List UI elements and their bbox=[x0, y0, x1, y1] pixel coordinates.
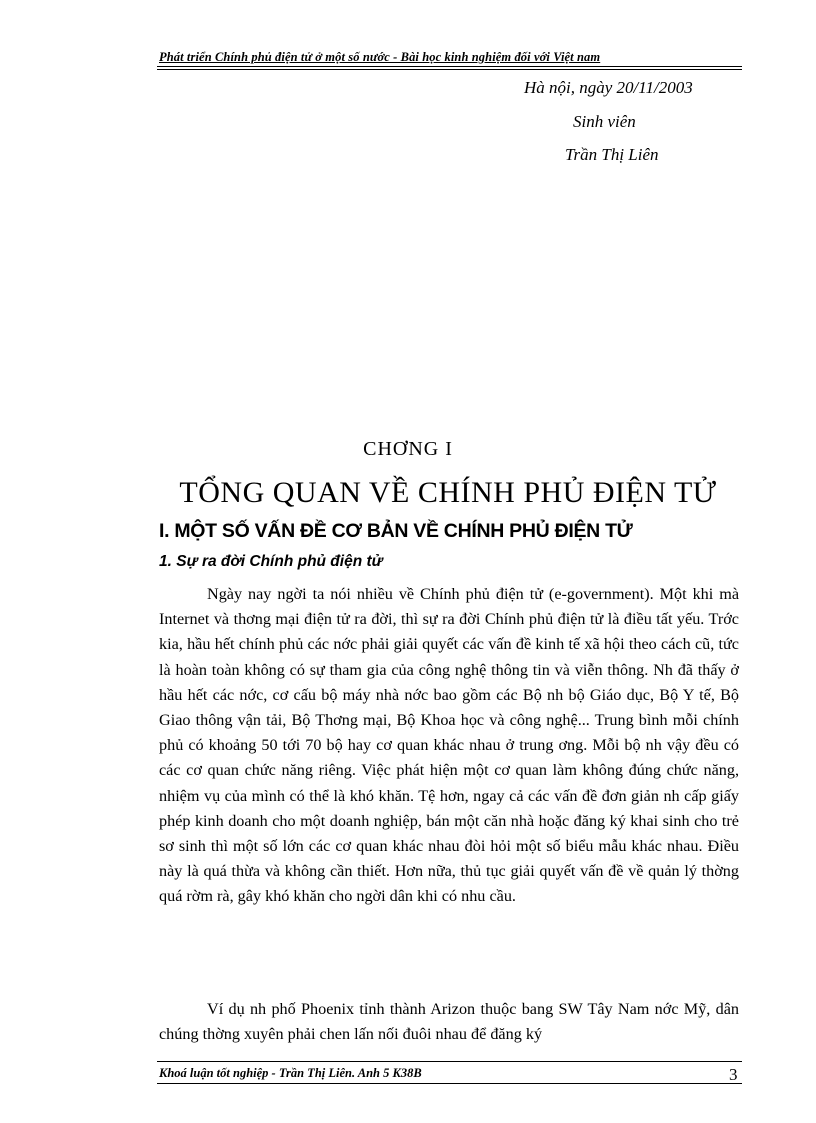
running-header-text: Phát triển Chính phủ điện tử ở một số nước - Bài học kinh nghiệm đối với Việt nam bbox=[159, 50, 601, 64]
signature-date: Hà nội, ngày 20/11/2003 bbox=[524, 78, 693, 97]
footer-rule-bottom bbox=[157, 1083, 742, 1084]
chapter-label: CHƠNG I bbox=[363, 438, 453, 460]
subsection-heading: 1. Sự ra đời Chính phủ điện tử bbox=[159, 553, 383, 570]
body-paragraph-1 bbox=[159, 582, 739, 910]
body-paragraph-2 bbox=[159, 997, 739, 1047]
section-heading: I. MỘT SỐ VẤN ĐỀ CƠ BẢN VỀ CHÍNH PHỦ ĐIỆN TỬ bbox=[159, 520, 633, 542]
chapter-title: TỔNG QUAN VỀ CHÍNH PHỦ ĐIỆN TỬ bbox=[179, 476, 717, 509]
signature-role: Sinh viên bbox=[573, 112, 636, 131]
footer-rule bbox=[157, 1061, 742, 1062]
header-rule bbox=[157, 69, 742, 70]
page-number: 3 bbox=[729, 1065, 738, 1084]
paragraph-text: Ngày nay ngời ta nói nhiều về Chính phủ điện tử (e-government). Một khi mà Internet và thơng mại điện tử ra đời, thì sự ra đời Chính phủ điện tử là điều tất yếu. Trớc kia, hầu hết chính phủ các nớc phải giải quyết các vấn đề kinh tế xã hội theo cách cũ, tức là hoàn toàn không có sự tham gia của công nghệ thông tin và viễn thông. Nh đã thấy ở hầu hết các nớc, cơ cấu bộ máy nhà nớc bao gồm các Bộ nh bộ Giáo dục, Bộ Y tế, Bộ Giao thông vận tải, Bộ Thơng mại, Bộ Khoa học và công nghệ... Trung bình mỗi chính phủ có khoảng 50 tới 70 bộ hay cơ quan khác nhau ở trung ơng. Mỗi bộ nh vậy đều có các cơ quan chức năng riêng. Việc phát hiện một cơ quan làm không đúng chức năng, nhiệm vụ của mình có thể là khó khăn. Tệ hơn, ngay cả các vấn đề đơn giản nh cấp giấy phép kinh doanh cho một doanh nghiệp, bán một căn nhà hoặc đăng ký khai sinh cho trẻ sơ sinh thì một số lớn các cơ quan khác nhau đòi hỏi một số biểu mẫu khác nhau. Điều này là quá thừa và không cần thiết. Hơn nữa, thủ tục giải quyết vấn đề về quản lý thờng quá rờm rà, gây khó khăn cho ngời dân khi có nhu cầu. bbox=[159, 585, 739, 906]
paragraph-text: Ví dụ nh phố Phoenix tỉnh thành Arizon thuộc bang SW Tây Nam nớc Mỹ, dân chúng thờng xuyên phải chen lấn nối đuôi nhau để đăng ký bbox=[159, 1000, 739, 1044]
running-header bbox=[157, 50, 742, 67]
footer-text: Khoá luận tốt nghiệp - Trần Thị Liên. Anh 5 K38B bbox=[159, 1066, 422, 1080]
signature-name: Trần Thị Liên bbox=[565, 145, 659, 164]
